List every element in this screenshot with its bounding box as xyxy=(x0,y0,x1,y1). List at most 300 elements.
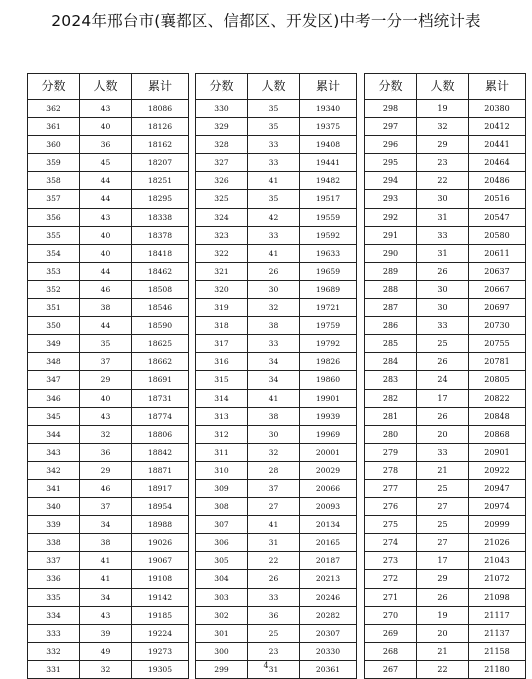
cumulative-cell: 20361 xyxy=(300,660,357,678)
table-row xyxy=(28,226,189,244)
score-cell: 335 xyxy=(28,588,80,606)
score-cell: 276 xyxy=(365,498,417,516)
table-row xyxy=(196,479,357,497)
cumulative-cell: 20611 xyxy=(469,244,526,262)
count-cell: 31 xyxy=(417,244,469,262)
cumulative-cell: 19108 xyxy=(132,570,189,588)
cumulative-cell: 20441 xyxy=(469,136,526,154)
count-cell: 33 xyxy=(248,335,300,353)
cumulative-cell: 19185 xyxy=(132,606,189,624)
score-cell: 336 xyxy=(28,570,80,588)
cumulative-cell: 20547 xyxy=(469,208,526,226)
table-row xyxy=(28,190,189,208)
cumulative-cell: 18988 xyxy=(132,516,189,534)
cumulative-cell: 19026 xyxy=(132,534,189,552)
cumulative-cell: 18086 xyxy=(132,100,189,118)
cumulative-cell: 20307 xyxy=(300,624,357,642)
count-cell: 33 xyxy=(417,226,469,244)
header-score: 分数 xyxy=(365,74,417,100)
cumulative-cell: 18590 xyxy=(132,317,189,335)
score-cell: 302 xyxy=(196,606,248,624)
table-row xyxy=(28,552,189,570)
score-cell: 297 xyxy=(365,118,417,136)
score-cell: 328 xyxy=(196,136,248,154)
count-cell: 45 xyxy=(80,154,132,172)
score-cell: 295 xyxy=(365,154,417,172)
count-cell: 36 xyxy=(80,443,132,461)
table-row xyxy=(196,353,357,371)
cumulative-cell: 20464 xyxy=(469,154,526,172)
count-cell: 41 xyxy=(80,552,132,570)
count-cell: 29 xyxy=(417,570,469,588)
table-row xyxy=(196,570,357,588)
score-cell: 345 xyxy=(28,407,80,425)
cumulative-cell: 20246 xyxy=(300,588,357,606)
table-row xyxy=(28,299,189,317)
count-cell: 43 xyxy=(80,606,132,624)
table-row xyxy=(196,407,357,425)
count-cell: 30 xyxy=(417,190,469,208)
count-cell: 32 xyxy=(80,425,132,443)
table-row xyxy=(28,335,189,353)
table-header-row xyxy=(28,74,189,100)
table-row xyxy=(365,534,526,552)
cumulative-cell: 19826 xyxy=(300,353,357,371)
table-row xyxy=(365,498,526,516)
score-cell: 289 xyxy=(365,262,417,280)
table-row xyxy=(196,425,357,443)
table-row xyxy=(365,208,526,226)
count-cell: 35 xyxy=(248,118,300,136)
table-row xyxy=(365,642,526,660)
table-row xyxy=(365,100,526,118)
score-cell: 347 xyxy=(28,371,80,389)
cumulative-cell: 21180 xyxy=(469,660,526,678)
cumulative-cell: 18378 xyxy=(132,226,189,244)
count-cell: 17 xyxy=(417,552,469,570)
header-count: 人数 xyxy=(80,74,132,100)
count-cell: 25 xyxy=(417,335,469,353)
count-cell: 33 xyxy=(248,154,300,172)
cumulative-cell: 19441 xyxy=(300,154,357,172)
count-cell: 25 xyxy=(417,479,469,497)
score-cell: 308 xyxy=(196,498,248,516)
count-cell: 49 xyxy=(80,642,132,660)
score-cell: 294 xyxy=(365,172,417,190)
count-cell: 38 xyxy=(80,299,132,317)
cumulative-cell: 18207 xyxy=(132,154,189,172)
page-title: 2024年邢台市(襄都区、信都区、开发区)中考一分一档统计表 xyxy=(51,12,481,30)
table-row xyxy=(365,154,526,172)
count-cell: 21 xyxy=(417,461,469,479)
score-cell: 337 xyxy=(28,552,80,570)
cumulative-cell: 20848 xyxy=(469,407,526,425)
score-cell: 306 xyxy=(196,534,248,552)
score-cell: 359 xyxy=(28,154,80,172)
count-cell: 26 xyxy=(417,262,469,280)
table-row xyxy=(365,461,526,479)
header-cumulative: 累计 xyxy=(132,74,189,100)
table-row xyxy=(28,479,189,497)
count-cell: 41 xyxy=(248,172,300,190)
cumulative-cell: 18251 xyxy=(132,172,189,190)
count-cell: 20 xyxy=(417,624,469,642)
score-cell: 298 xyxy=(365,100,417,118)
count-cell: 31 xyxy=(248,534,300,552)
score-cell: 349 xyxy=(28,335,80,353)
score-cell: 296 xyxy=(365,136,417,154)
table-row xyxy=(365,172,526,190)
table-row xyxy=(28,244,189,262)
cumulative-cell: 20730 xyxy=(469,317,526,335)
score-cell: 303 xyxy=(196,588,248,606)
header-score: 分数 xyxy=(28,74,80,100)
count-cell: 38 xyxy=(80,534,132,552)
count-cell: 41 xyxy=(248,389,300,407)
count-cell: 41 xyxy=(248,516,300,534)
count-cell: 29 xyxy=(80,461,132,479)
cumulative-cell: 19592 xyxy=(300,226,357,244)
cumulative-cell: 20282 xyxy=(300,606,357,624)
table-row xyxy=(28,136,189,154)
score-cell: 325 xyxy=(196,190,248,208)
count-cell: 41 xyxy=(80,570,132,588)
cumulative-cell: 18842 xyxy=(132,443,189,461)
count-cell: 22 xyxy=(417,660,469,678)
cumulative-cell: 20974 xyxy=(469,498,526,516)
score-cell: 355 xyxy=(28,226,80,244)
cumulative-cell: 20066 xyxy=(300,479,357,497)
score-cell: 319 xyxy=(196,299,248,317)
score-cell: 334 xyxy=(28,606,80,624)
score-cell: 329 xyxy=(196,118,248,136)
score-cell: 352 xyxy=(28,280,80,298)
cumulative-cell: 18806 xyxy=(132,425,189,443)
count-cell: 32 xyxy=(248,299,300,317)
table-row xyxy=(365,118,526,136)
cumulative-cell: 19759 xyxy=(300,317,357,335)
count-cell: 33 xyxy=(417,443,469,461)
score-cell: 286 xyxy=(365,317,417,335)
score-cell: 351 xyxy=(28,299,80,317)
cumulative-cell: 20029 xyxy=(300,461,357,479)
count-cell: 46 xyxy=(80,280,132,298)
score-cell: 291 xyxy=(365,226,417,244)
score-cell: 340 xyxy=(28,498,80,516)
count-cell: 40 xyxy=(80,226,132,244)
cumulative-cell: 21158 xyxy=(469,642,526,660)
count-cell: 44 xyxy=(80,317,132,335)
count-cell: 37 xyxy=(80,353,132,371)
score-cell: 290 xyxy=(365,244,417,262)
count-cell: 28 xyxy=(248,461,300,479)
cumulative-cell: 19482 xyxy=(300,172,357,190)
count-cell: 35 xyxy=(80,335,132,353)
cumulative-cell: 20822 xyxy=(469,389,526,407)
score-cell: 293 xyxy=(365,190,417,208)
count-cell: 40 xyxy=(80,389,132,407)
score-cell: 269 xyxy=(365,624,417,642)
count-cell: 33 xyxy=(248,588,300,606)
table-row xyxy=(196,642,357,660)
score-cell: 357 xyxy=(28,190,80,208)
score-cell: 318 xyxy=(196,317,248,335)
cumulative-cell: 19721 xyxy=(300,299,357,317)
score-cell: 274 xyxy=(365,534,417,552)
table-row xyxy=(196,118,357,136)
score-cell: 358 xyxy=(28,172,80,190)
cumulative-cell: 20922 xyxy=(469,461,526,479)
table-row xyxy=(28,570,189,588)
cumulative-cell: 20093 xyxy=(300,498,357,516)
score-cell: 321 xyxy=(196,262,248,280)
cumulative-cell: 18546 xyxy=(132,299,189,317)
cumulative-cell: 18418 xyxy=(132,244,189,262)
table-row xyxy=(28,154,189,172)
table-row xyxy=(196,335,357,353)
count-cell: 33 xyxy=(248,226,300,244)
cumulative-cell: 18917 xyxy=(132,479,189,497)
table-row xyxy=(28,642,189,660)
count-cell: 36 xyxy=(248,606,300,624)
cumulative-cell: 20486 xyxy=(469,172,526,190)
score-cell: 307 xyxy=(196,516,248,534)
cumulative-cell: 21098 xyxy=(469,588,526,606)
score-cell: 322 xyxy=(196,244,248,262)
table-row xyxy=(28,534,189,552)
table-row xyxy=(28,425,189,443)
count-cell: 34 xyxy=(80,516,132,534)
score-cell: 313 xyxy=(196,407,248,425)
count-cell: 31 xyxy=(417,208,469,226)
cumulative-cell: 19517 xyxy=(300,190,357,208)
score-cell: 273 xyxy=(365,552,417,570)
count-cell: 34 xyxy=(248,371,300,389)
table-row xyxy=(196,136,357,154)
count-cell: 23 xyxy=(417,154,469,172)
count-cell: 40 xyxy=(80,118,132,136)
count-cell: 39 xyxy=(80,624,132,642)
count-cell: 43 xyxy=(80,208,132,226)
table-header-row xyxy=(196,74,357,100)
score-cell: 311 xyxy=(196,443,248,461)
score-cell: 353 xyxy=(28,262,80,280)
cumulative-cell: 18871 xyxy=(132,461,189,479)
count-cell: 26 xyxy=(417,407,469,425)
score-cell: 331 xyxy=(28,660,80,678)
score-cell: 300 xyxy=(196,642,248,660)
cumulative-cell: 20580 xyxy=(469,226,526,244)
score-cell: 281 xyxy=(365,407,417,425)
cumulative-cell: 19659 xyxy=(300,262,357,280)
score-cell: 333 xyxy=(28,624,80,642)
table-row xyxy=(28,208,189,226)
table-row xyxy=(365,516,526,534)
count-cell: 30 xyxy=(248,280,300,298)
count-cell: 26 xyxy=(248,570,300,588)
page-number: 4 xyxy=(263,661,269,670)
table-row xyxy=(196,208,357,226)
cumulative-cell: 18338 xyxy=(132,208,189,226)
cumulative-cell: 19860 xyxy=(300,371,357,389)
count-cell: 30 xyxy=(417,299,469,317)
table-row xyxy=(28,389,189,407)
header-score: 分数 xyxy=(196,74,248,100)
table-row xyxy=(28,624,189,642)
table-row xyxy=(365,570,526,588)
cumulative-cell: 19408 xyxy=(300,136,357,154)
table-row xyxy=(365,552,526,570)
score-cell: 282 xyxy=(365,389,417,407)
table-row xyxy=(196,280,357,298)
score-cell: 287 xyxy=(365,299,417,317)
table-row xyxy=(196,172,357,190)
cumulative-cell: 20187 xyxy=(300,552,357,570)
count-cell: 36 xyxy=(80,136,132,154)
table-row xyxy=(196,154,357,172)
score-cell: 299 xyxy=(196,660,248,678)
cumulative-cell: 21137 xyxy=(469,624,526,642)
table-row xyxy=(196,588,357,606)
table-row xyxy=(365,353,526,371)
score-cell: 332 xyxy=(28,642,80,660)
cumulative-cell: 19067 xyxy=(132,552,189,570)
cumulative-cell: 20165 xyxy=(300,534,357,552)
count-cell: 38 xyxy=(248,317,300,335)
score-cell: 350 xyxy=(28,317,80,335)
cumulative-cell: 19305 xyxy=(132,660,189,678)
count-cell: 29 xyxy=(417,136,469,154)
table-row xyxy=(196,443,357,461)
table-row xyxy=(28,353,189,371)
count-cell: 46 xyxy=(80,479,132,497)
table-row xyxy=(365,443,526,461)
count-cell: 25 xyxy=(417,516,469,534)
score-cell: 327 xyxy=(196,154,248,172)
table-row xyxy=(365,371,526,389)
count-cell: 20 xyxy=(417,425,469,443)
header-cumulative: 累计 xyxy=(469,74,526,100)
table-row xyxy=(196,226,357,244)
cumulative-cell: 19340 xyxy=(300,100,357,118)
score-cell: 316 xyxy=(196,353,248,371)
cumulative-cell: 18625 xyxy=(132,335,189,353)
count-cell: 34 xyxy=(248,353,300,371)
cumulative-cell: 19375 xyxy=(300,118,357,136)
score-cell: 315 xyxy=(196,371,248,389)
count-cell: 41 xyxy=(248,244,300,262)
score-cell: 279 xyxy=(365,443,417,461)
count-cell: 37 xyxy=(248,479,300,497)
header-cumulative: 累计 xyxy=(300,74,357,100)
table-row xyxy=(196,534,357,552)
score-cell: 285 xyxy=(365,335,417,353)
table-row xyxy=(28,262,189,280)
cumulative-cell: 19633 xyxy=(300,244,357,262)
score-cell: 304 xyxy=(196,570,248,588)
count-cell: 24 xyxy=(417,371,469,389)
table-row xyxy=(28,100,189,118)
score-cell: 271 xyxy=(365,588,417,606)
count-cell: 35 xyxy=(248,190,300,208)
table-row xyxy=(365,335,526,353)
table-row xyxy=(28,461,189,479)
cumulative-cell: 18162 xyxy=(132,136,189,154)
count-cell: 40 xyxy=(80,244,132,262)
table-row xyxy=(28,516,189,534)
cumulative-cell: 18662 xyxy=(132,353,189,371)
count-cell: 21 xyxy=(417,642,469,660)
table-row xyxy=(28,498,189,516)
score-cell: 360 xyxy=(28,136,80,154)
score-cell: 275 xyxy=(365,516,417,534)
score-cell: 270 xyxy=(365,606,417,624)
table-row xyxy=(365,299,526,317)
count-cell: 27 xyxy=(417,498,469,516)
table-row xyxy=(365,226,526,244)
score-cell: 362 xyxy=(28,100,80,118)
cumulative-cell: 18954 xyxy=(132,498,189,516)
table-row xyxy=(28,407,189,425)
cumulative-cell: 20901 xyxy=(469,443,526,461)
score-cell: 361 xyxy=(28,118,80,136)
cumulative-cell: 19901 xyxy=(300,389,357,407)
count-cell: 44 xyxy=(80,190,132,208)
table-row xyxy=(365,606,526,624)
count-cell: 17 xyxy=(417,389,469,407)
cumulative-cell: 19969 xyxy=(300,425,357,443)
table-row xyxy=(28,172,189,190)
score-cell: 314 xyxy=(196,389,248,407)
score-cell: 272 xyxy=(365,570,417,588)
cumulative-cell: 20781 xyxy=(469,353,526,371)
count-cell: 27 xyxy=(248,498,300,516)
table-row xyxy=(365,262,526,280)
cumulative-cell: 20380 xyxy=(469,100,526,118)
score-cell: 267 xyxy=(365,660,417,678)
cumulative-cell: 20868 xyxy=(469,425,526,443)
score-cell: 356 xyxy=(28,208,80,226)
score-cell: 301 xyxy=(196,624,248,642)
cumulative-cell: 19689 xyxy=(300,280,357,298)
table-row xyxy=(196,516,357,534)
count-cell: 26 xyxy=(417,353,469,371)
count-cell: 44 xyxy=(80,172,132,190)
table-row xyxy=(365,317,526,335)
count-cell: 32 xyxy=(80,660,132,678)
cumulative-cell: 18295 xyxy=(132,190,189,208)
count-cell: 19 xyxy=(417,606,469,624)
score-cell: 339 xyxy=(28,516,80,534)
cumulative-cell: 18126 xyxy=(132,118,189,136)
table-row xyxy=(196,389,357,407)
table-row xyxy=(196,552,357,570)
table-row xyxy=(196,244,357,262)
cumulative-cell: 20667 xyxy=(469,280,526,298)
table-row xyxy=(196,299,357,317)
cumulative-cell: 20805 xyxy=(469,371,526,389)
score-cell: 323 xyxy=(196,226,248,244)
table-row xyxy=(196,371,357,389)
count-cell: 27 xyxy=(417,534,469,552)
count-cell: 32 xyxy=(248,443,300,461)
count-cell: 22 xyxy=(417,172,469,190)
count-cell: 19 xyxy=(417,100,469,118)
count-cell: 38 xyxy=(248,407,300,425)
table-row xyxy=(365,244,526,262)
score-cell: 312 xyxy=(196,425,248,443)
cumulative-cell: 18462 xyxy=(132,262,189,280)
